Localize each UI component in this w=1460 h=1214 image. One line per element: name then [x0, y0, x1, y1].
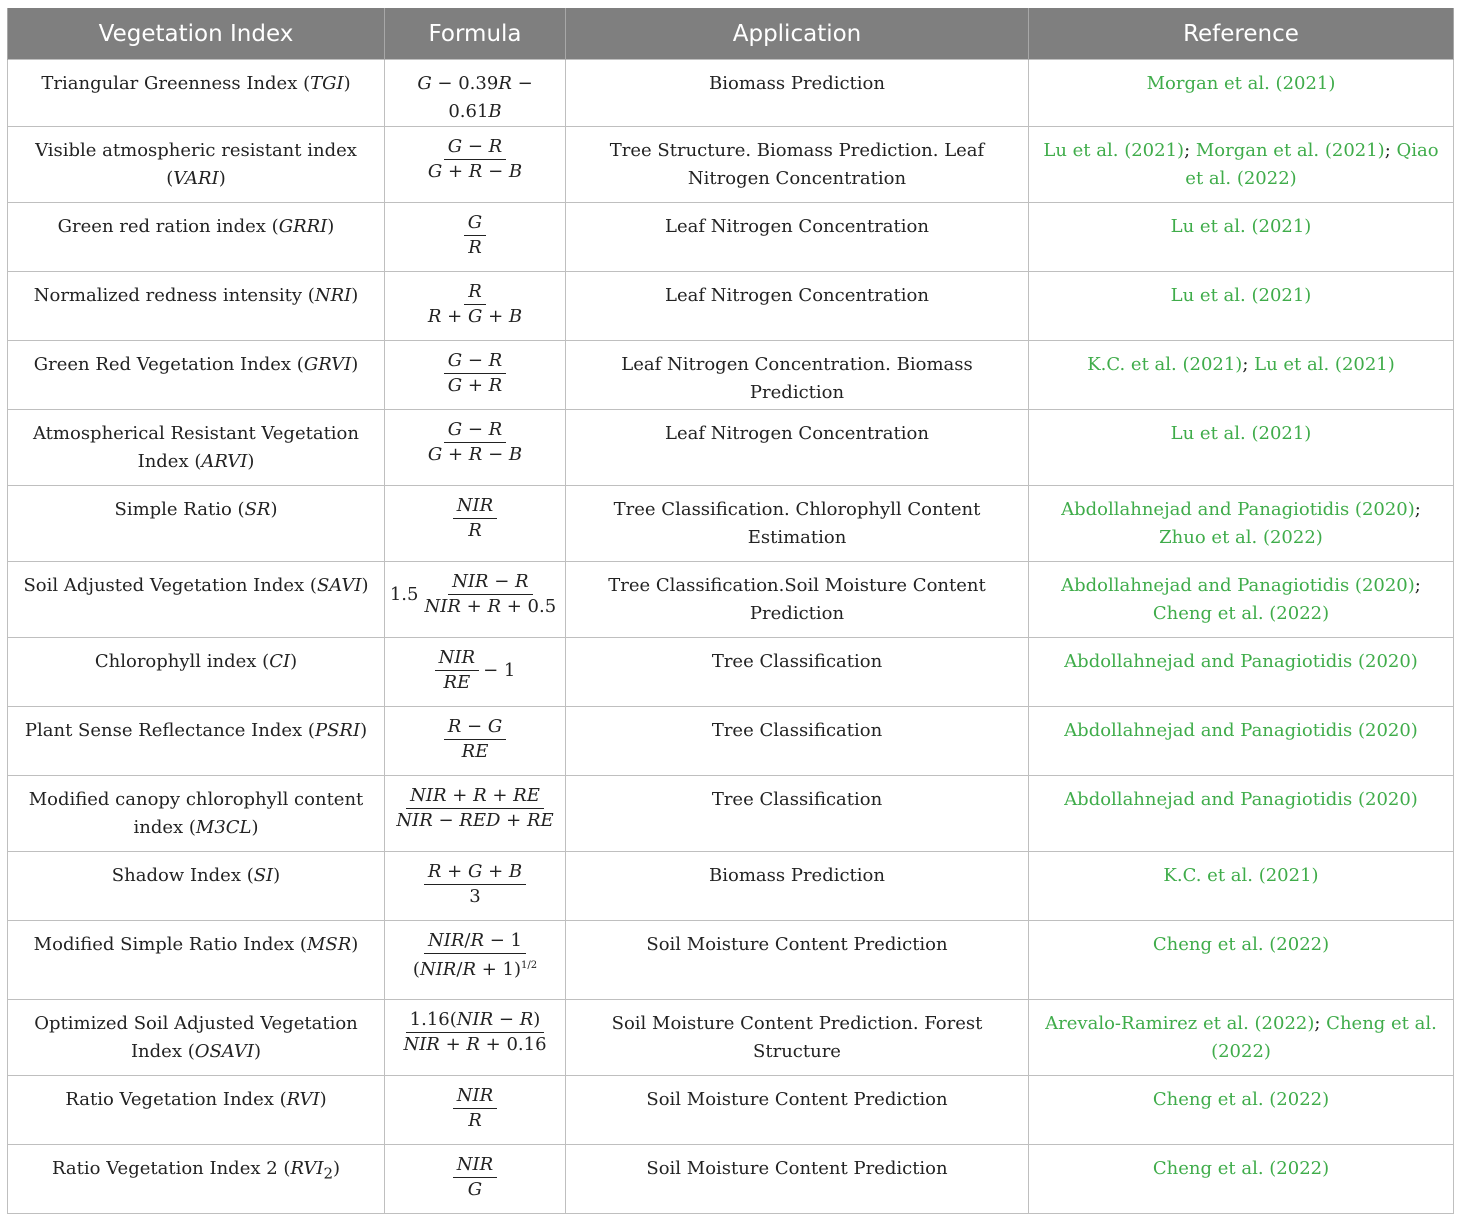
fraction-denominator: RE: [443, 672, 471, 693]
index-abbreviation: SAVI: [316, 575, 362, 596]
application-cell: Biomass Prediction: [566, 852, 1029, 921]
application-cell: Leaf Nitrogen Concentration: [566, 272, 1029, 341]
reference-link[interactable]: Lu et al. (2021): [1043, 140, 1185, 161]
index-name: Ratio Vegetation Index 2 (: [51, 1158, 291, 1179]
denominator-exponent: 1/2: [521, 960, 538, 971]
index-name-cell: [8, 852, 385, 921]
reference-link[interactable]: Lu et al. (2021): [1254, 354, 1395, 375]
index-abbreviation: SR: [244, 499, 271, 520]
table-row: [8, 1000, 1454, 1076]
index-abbreviation: NRI: [314, 285, 352, 306]
reference-cell: Lu et al. (2021); Morgan et al. (2021); Qiao et al. (2022): [1029, 127, 1454, 203]
fraction: [464, 211, 486, 260]
fraction-denominator: NIR + R + 0.16: [403, 1034, 547, 1055]
reference-link[interactable]: Lu et al. (2021): [1170, 285, 1312, 306]
reference-link[interactable]: Cheng et al. (2022): [1152, 1158, 1330, 1179]
index-abbreviation: MSR: [306, 934, 352, 955]
table-row: [8, 776, 1454, 852]
formula-cell: [385, 341, 566, 410]
reference-cell: Abdollahnejad and Panagiotidis (2020); Zhuo et al. (2022): [1029, 486, 1454, 562]
index-name-cell: [8, 1145, 385, 1214]
table-row: [8, 203, 1454, 272]
reference-link[interactable]: Abdollahnejad and Panagiotidis (2020): [1064, 789, 1418, 810]
reference-cell: [1029, 60, 1454, 127]
index-name: Simple Ratio (: [114, 499, 245, 520]
reference-cell: [1029, 776, 1454, 852]
formula-prefix: 1.5: [389, 583, 419, 605]
application-cell: Soil Moisture Content Prediction: [566, 1076, 1029, 1145]
fraction-denominator: G + R: [447, 375, 503, 396]
formula-cell: [385, 1076, 566, 1145]
header-reference: Reference: [1029, 8, 1454, 60]
application-cell: Tree Structure. Biomass Prediction. Leaf Nitrogen Concentration: [566, 127, 1029, 203]
index-name-close: ): [351, 934, 359, 955]
fraction: [444, 349, 506, 398]
index-abbreviation: SI: [253, 865, 274, 886]
index-name-cell: [8, 1076, 385, 1145]
index-name-close: ): [270, 499, 278, 520]
index-name-cell: [8, 562, 385, 638]
index-name-close: ): [251, 817, 259, 838]
reference-cell: [1029, 1145, 1454, 1214]
application-cell: Tree Classification: [566, 707, 1029, 776]
reference-link[interactable]: Abdollahnejad and Panagiotidis (2020): [1061, 499, 1415, 520]
fraction: [453, 494, 497, 543]
application-cell: Leaf Nitrogen Concentration. Biomass Prediction: [566, 341, 1029, 410]
fraction-numerator: NIR + R + RE: [406, 784, 544, 809]
index-abbreviation: VARI: [173, 168, 219, 189]
reference-link[interactable]: Cheng et al. (2022): [1152, 1089, 1330, 1110]
fraction-denominator: R + G + B: [427, 306, 523, 327]
header-application: Application: [566, 8, 1029, 60]
fraction-numerator: R − G: [444, 715, 506, 740]
header-vegetation-index: Vegetation Index: [8, 8, 385, 60]
table-row: [8, 921, 1454, 1000]
index-abbreviation: RVI: [286, 1089, 320, 1110]
application-cell: Tree Classification. Chlorophyll Content Estimation: [566, 486, 1029, 562]
reference-link[interactable]: K.C. et al. (2021): [1087, 354, 1243, 375]
fraction-denominator: $(NIR/R + 1)^{1/2}$: [412, 959, 538, 980]
reference-link[interactable]: Abdollahnejad and Panagiotidis (2020): [1064, 720, 1418, 741]
index-name-close: ): [351, 354, 359, 375]
fraction-denominator: NIR + R + 0.5: [424, 596, 557, 617]
fraction-denominator: R: [468, 237, 482, 258]
table-row: [8, 1145, 1454, 1214]
index-name: Shadow Index (: [111, 865, 254, 886]
table-row: [8, 707, 1454, 776]
fraction: [424, 418, 526, 467]
fraction: [424, 280, 526, 329]
fraction-denominator: NIR − RED + RE: [396, 810, 554, 831]
index-name-close: ): [290, 651, 298, 672]
index-name-close: ): [351, 285, 359, 306]
reference-cell: [1029, 203, 1454, 272]
fraction: [453, 1084, 497, 1133]
reference-link[interactable]: Morgan et al. (2021): [1146, 73, 1336, 94]
reference-link[interactable]: Abdollahnejad and Panagiotidis (2020): [1061, 575, 1415, 596]
index-name: Visible atmospheric resistant index (: [35, 140, 357, 189]
index-name-cell: [8, 127, 385, 203]
formula-cell: [385, 776, 566, 852]
formula-suffix: − 1: [483, 659, 516, 681]
index-name: Green red ration index (: [57, 216, 279, 237]
fraction-denominator: R: [468, 520, 482, 541]
index-abbreviation: GRRI: [278, 216, 328, 237]
index-name-cell: [8, 707, 385, 776]
reference-link[interactable]: Arevalo-Ramirez et al. (2022): [1045, 1013, 1315, 1034]
formula-cell: [385, 638, 566, 707]
application-cell: Leaf Nitrogen Concentration: [566, 410, 1029, 486]
index-name-close: ): [360, 720, 368, 741]
reference-link[interactable]: K.C. et al. (2021): [1163, 865, 1319, 886]
fraction: [399, 1008, 550, 1057]
reference-link[interactable]: Abdollahnejad and Panagiotidis (2020): [1064, 651, 1418, 672]
fraction-numerator: 1.16(NIR − R): [406, 1008, 545, 1033]
header-row: [8, 8, 1454, 60]
fraction-denominator: 3: [469, 886, 481, 907]
reference-cell: [1029, 852, 1454, 921]
index-name-close: ): [333, 1158, 341, 1179]
application-cell: Tree Classification.Soil Moisture Content Prediction: [566, 562, 1029, 638]
reference-cell: [1029, 707, 1454, 776]
index-name-cell: [8, 921, 385, 1000]
formula-cell: [385, 60, 566, 127]
fraction-numerator: G: [464, 211, 486, 236]
formula-cell: [385, 707, 566, 776]
reference-link[interactable]: Morgan et al. (2021): [1195, 140, 1385, 161]
vegetation-index-table: [7, 8, 1454, 1214]
formula-cell: [385, 852, 566, 921]
reference-cell: [1029, 921, 1454, 1000]
fraction: [420, 570, 560, 619]
reference-cell: [1029, 1076, 1454, 1145]
application-cell: Tree Classification: [566, 776, 1029, 852]
fraction: [392, 784, 557, 833]
abbreviation-subscript: 2: [323, 1164, 334, 1183]
application-cell: Soil Moisture Content Prediction. Forest Structure: [566, 1000, 1029, 1076]
reference-cell: K.C. et al. (2021); Lu et al. (2021): [1029, 341, 1454, 410]
fraction-numerator: NIR: [453, 494, 497, 519]
fraction-numerator: G − R: [444, 135, 506, 160]
index-name-close: ): [319, 1089, 327, 1110]
table-row: [8, 486, 1454, 562]
index-abbreviation: GRVI: [303, 354, 352, 375]
fraction: [453, 1153, 497, 1202]
formula-cell: [385, 486, 566, 562]
table-row: [8, 852, 1454, 921]
reference-link[interactable]: Zhuo et al. (2022): [1159, 527, 1323, 548]
formula-cell: [385, 1145, 566, 1214]
fraction-numerator: NIR: [453, 1153, 497, 1178]
reference-link[interactable]: Cheng et al. (2022): [1152, 934, 1330, 955]
fraction: [435, 646, 479, 695]
reference-link[interactable]: Cheng et al. (2022): [1211, 1013, 1437, 1062]
index-name-cell: [8, 60, 385, 127]
index-name-close: ): [343, 73, 351, 94]
table-row: [8, 410, 1454, 486]
index-abbreviation: RVI: [290, 1158, 324, 1179]
fraction-numerator: NIR: [453, 1084, 497, 1109]
fraction-numerator: R: [464, 280, 486, 305]
reference-cell: [1029, 272, 1454, 341]
index-abbreviation: ARVI: [201, 451, 248, 472]
reference-link[interactable]: Cheng et al. (2022): [1152, 603, 1330, 624]
formula-cell: [385, 203, 566, 272]
index-name: Atmospherical Resistant Vegetation Index (: [33, 423, 359, 472]
reference-link[interactable]: Lu et al. (2021): [1170, 216, 1312, 237]
table-row: [8, 562, 1454, 638]
formula-cell: [385, 921, 566, 1000]
index-name: Optimized Soil Adjusted Vegetation Index (: [34, 1013, 358, 1062]
table-row: [8, 60, 1454, 127]
index-name-close: ): [254, 1041, 262, 1062]
fraction-numerator: G − R: [444, 418, 506, 443]
formula-inline: G − 0.39R − 0.61B: [417, 73, 533, 122]
reference-cell: [1029, 410, 1454, 486]
index-abbreviation: CI: [269, 651, 291, 672]
table-row: [8, 1076, 1454, 1145]
fraction-numerator: NIR − R: [448, 570, 533, 595]
index-name-cell: [8, 638, 385, 707]
application-cell: Leaf Nitrogen Concentration: [566, 203, 1029, 272]
index-name: Normalized redness intensity (: [33, 285, 315, 306]
fraction-numerator: R + G + B: [424, 860, 526, 885]
index-name: Green Red Vegetation Index (: [33, 354, 304, 375]
fraction-denominator: R: [468, 1110, 482, 1131]
index-name-cell: [8, 776, 385, 852]
index-name-close: ): [327, 216, 335, 237]
fraction: [409, 929, 541, 982]
index-abbreviation: OSAVI: [194, 1041, 255, 1062]
fraction: [424, 135, 526, 184]
reference-cell: Arevalo-Ramirez et al. (2022); Cheng et al. (2022): [1029, 1000, 1454, 1076]
fraction-numerator: NIR/R − 1: [424, 929, 526, 954]
index-name: Plant Sense Reflectance Index (: [24, 720, 315, 741]
reference-cell: Abdollahnejad and Panagiotidis (2020); Cheng et al. (2022): [1029, 562, 1454, 638]
index-name: Triangular Greenness Index (: [41, 73, 311, 94]
table-row: [8, 127, 1454, 203]
index-abbreviation: TGI: [310, 73, 344, 94]
index-name: Ratio Vegetation Index (: [65, 1089, 287, 1110]
table-row: [8, 638, 1454, 707]
fraction-denominator: G + R − B: [427, 161, 523, 182]
index-name-close: ): [273, 865, 281, 886]
application-cell: Tree Classification: [566, 638, 1029, 707]
fraction-denominator: G + R − B: [427, 444, 523, 465]
fraction: [424, 860, 526, 909]
index-name: Modified Simple Ratio Index (: [33, 934, 307, 955]
table-row: [8, 341, 1454, 410]
index-name-close: ): [247, 451, 255, 472]
index-name-cell: [8, 486, 385, 562]
index-name: Chlorophyll index (: [94, 651, 270, 672]
fraction-numerator: NIR: [435, 646, 479, 671]
index-name-cell: [8, 341, 385, 410]
fraction-denominator: G: [467, 1179, 483, 1200]
index-abbreviation: M3CL: [195, 817, 252, 838]
reference-cell: [1029, 638, 1454, 707]
index-name-cell: [8, 203, 385, 272]
formula-cell: [385, 272, 566, 341]
header-formula: Formula: [385, 8, 566, 60]
formula-cell: [385, 127, 566, 203]
table-row: [8, 272, 1454, 341]
index-name-cell: [8, 1000, 385, 1076]
formula-cell: [385, 410, 566, 486]
index-name: Soil Adjusted Vegetation Index (: [23, 575, 317, 596]
fraction-denominator: RE: [461, 741, 489, 762]
index-name-close: ): [361, 575, 369, 596]
index-name-close: ): [218, 168, 226, 189]
reference-link[interactable]: Qiao et al. (2022): [1185, 140, 1439, 189]
fraction: [444, 715, 506, 764]
index-name-cell: [8, 272, 385, 341]
index-name-cell: [8, 410, 385, 486]
formula-cell: [385, 1000, 566, 1076]
fraction-numerator: G − R: [444, 349, 506, 374]
index-name: Modified canopy chlorophyll content index (: [28, 789, 364, 838]
application-cell: Soil Moisture Content Prediction: [566, 1145, 1029, 1214]
formula-cell: [385, 562, 566, 638]
index-abbreviation: PSRI: [314, 720, 361, 741]
reference-link[interactable]: Lu et al. (2021): [1170, 423, 1312, 444]
application-cell: Biomass Prediction: [566, 60, 1029, 127]
application-cell: Soil Moisture Content Prediction: [566, 921, 1029, 1000]
